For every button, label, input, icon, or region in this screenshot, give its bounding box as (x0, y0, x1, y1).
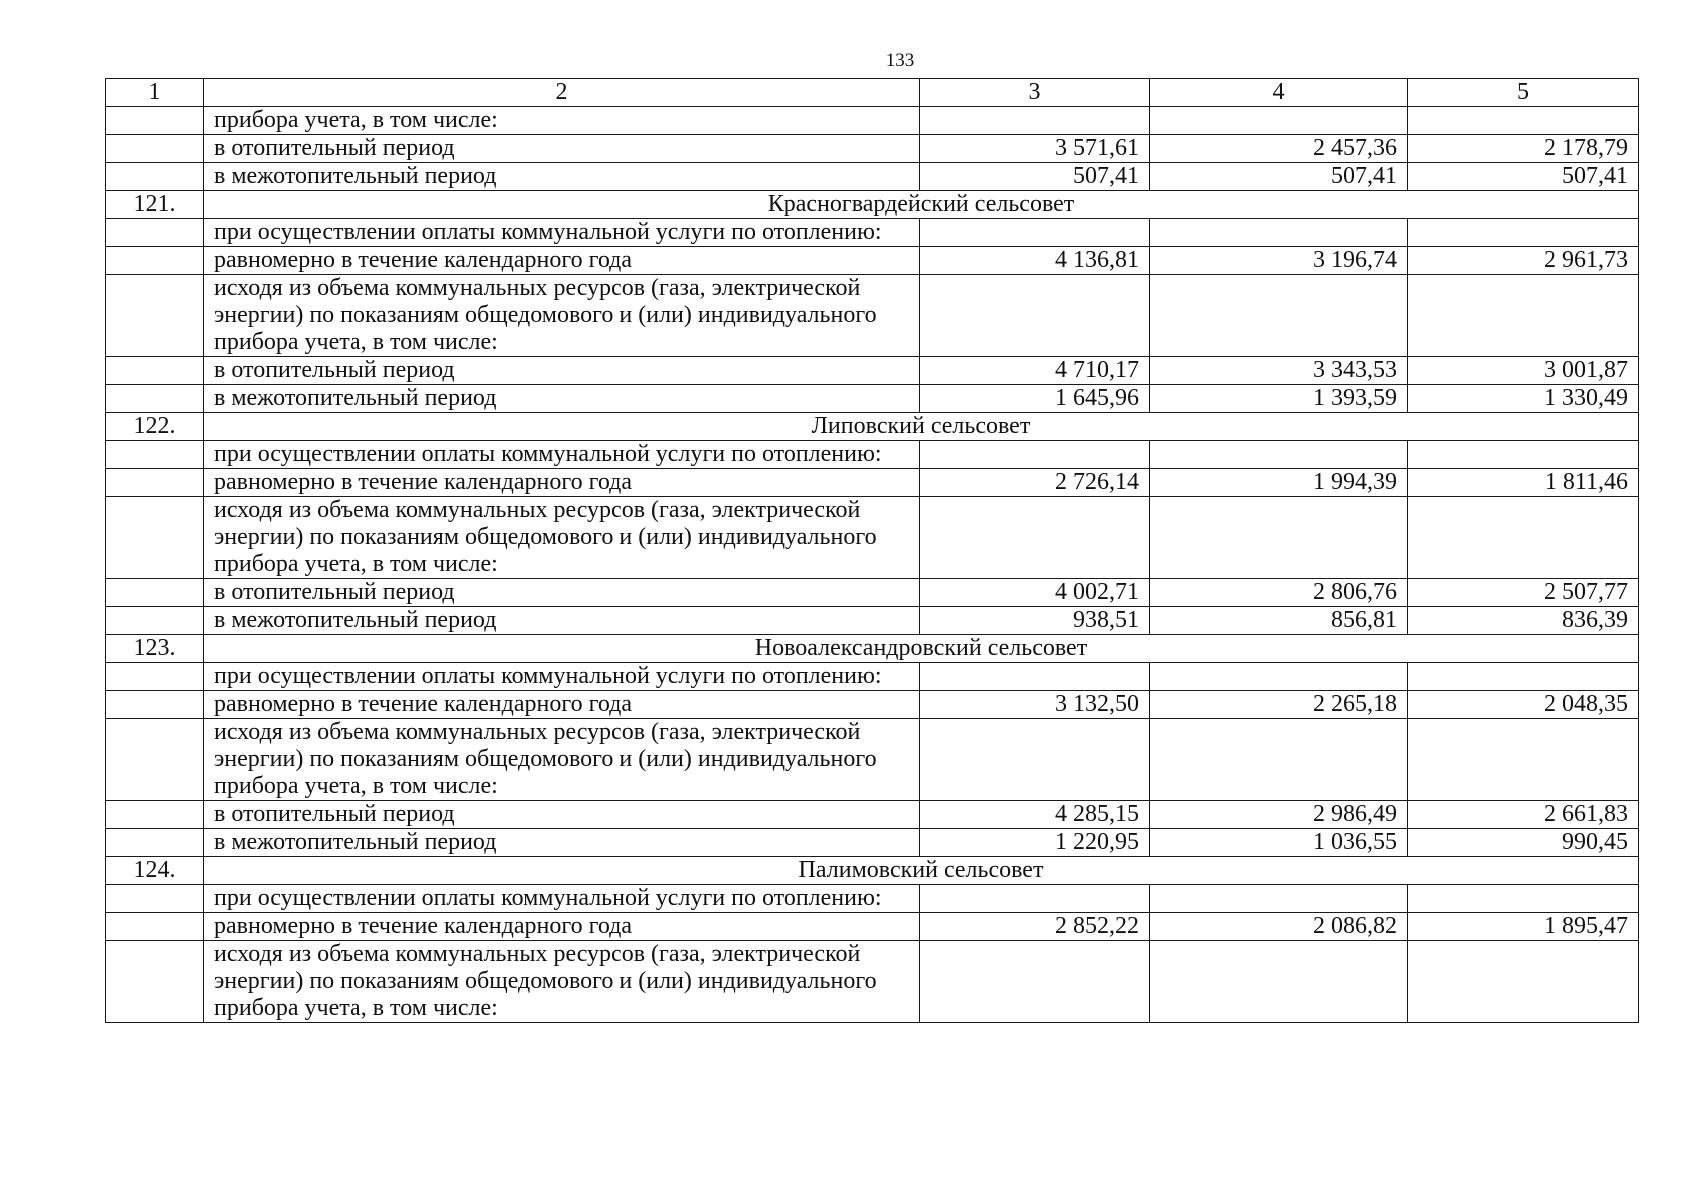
table-row (106, 385, 1639, 413)
row-number-cell (106, 275, 204, 357)
table-row (106, 469, 1639, 497)
value-cell-col4 (1150, 219, 1408, 247)
row-description: в отопительный период (204, 801, 920, 829)
row-description: равномерно в течение календарного года (204, 469, 920, 497)
row-description: при осуществлении оплаты коммунальной услуги по отоплению: (204, 663, 920, 691)
row-number-cell (106, 801, 204, 829)
table-row (106, 829, 1639, 857)
value-cell-col3: 1 645,96 (920, 385, 1150, 413)
table-row (106, 801, 1639, 829)
value-cell-col4: 2 086,82 (1150, 913, 1408, 941)
table-row (106, 219, 1639, 247)
table-row (106, 607, 1639, 635)
row-description: исходя из объема коммунальных ресурсов (газа, электрической энергии) по показаниям общедомового и (или) индивидуального прибора учета, в том числе: (204, 275, 920, 357)
value-cell-col3: 3 571,61 (920, 135, 1150, 163)
row-number-cell (106, 829, 204, 857)
section-header-row (106, 857, 1639, 885)
section-title: Красногвардейский сельсовет (204, 191, 1639, 219)
value-cell-col4 (1150, 885, 1408, 913)
value-cell-col4: 856,81 (1150, 607, 1408, 635)
value-cell-col3: 4 002,71 (920, 579, 1150, 607)
value-cell-col5: 1 895,47 (1408, 913, 1639, 941)
row-description: равномерно в течение календарного года (204, 247, 920, 275)
column-number-2: 2 (204, 79, 920, 107)
row-description: в межотопительный период (204, 829, 920, 857)
row-number-cell (106, 691, 204, 719)
value-cell-col4: 2 986,49 (1150, 801, 1408, 829)
value-cell-col3: 4 710,17 (920, 357, 1150, 385)
row-number-cell (106, 135, 204, 163)
value-cell-col4: 1 036,55 (1150, 829, 1408, 857)
value-cell-col3: 1 220,95 (920, 829, 1150, 857)
value-cell-col4: 2 457,36 (1150, 135, 1408, 163)
value-cell-col5: 1 330,49 (1408, 385, 1639, 413)
row-description: в отопительный период (204, 357, 920, 385)
value-cell-col3 (920, 885, 1150, 913)
table-row (106, 441, 1639, 469)
row-number-cell (106, 107, 204, 135)
value-cell-col5: 2 961,73 (1408, 247, 1639, 275)
value-cell-col5 (1408, 719, 1639, 801)
tariff-table (105, 78, 1639, 1023)
value-cell-col5: 836,39 (1408, 607, 1639, 635)
value-cell-col4 (1150, 941, 1408, 1023)
row-number-cell (106, 163, 204, 191)
value-cell-col3 (920, 663, 1150, 691)
row-number-cell (106, 941, 204, 1023)
row-description: при осуществлении оплаты коммунальной услуги по отоплению: (204, 441, 920, 469)
value-cell-col5 (1408, 497, 1639, 579)
column-number-4: 4 (1150, 79, 1408, 107)
table-row (106, 913, 1639, 941)
row-number-cell (106, 385, 204, 413)
column-number-3: 3 (920, 79, 1150, 107)
section-number: 122. (106, 413, 204, 441)
value-cell-col5 (1408, 219, 1639, 247)
row-description: при осуществлении оплаты коммунальной услуги по отоплению: (204, 885, 920, 913)
row-description: исходя из объема коммунальных ресурсов (газа, электрической энергии) по показаниям общедомового и (или) индивидуального прибора учета, в том числе: (204, 719, 920, 801)
row-description: в межотопительный период (204, 607, 920, 635)
table-body (106, 79, 1639, 1023)
value-cell-col5: 2 048,35 (1408, 691, 1639, 719)
table-row (106, 107, 1639, 135)
row-description: в межотопительный период (204, 163, 920, 191)
row-number-cell (106, 219, 204, 247)
row-number-cell (106, 247, 204, 275)
value-cell-col4 (1150, 719, 1408, 801)
row-number-cell (106, 913, 204, 941)
value-cell-col3: 938,51 (920, 607, 1150, 635)
value-cell-col5 (1408, 941, 1639, 1023)
table-row (106, 163, 1639, 191)
value-cell-col3 (920, 275, 1150, 357)
table-row (106, 275, 1639, 357)
value-cell-col4: 3 196,74 (1150, 247, 1408, 275)
row-description: прибора учета, в том числе: (204, 107, 920, 135)
row-description: исходя из объема коммунальных ресурсов (газа, электрической энергии) по показаниям общедомового и (или) индивидуального прибора учета, в том числе: (204, 497, 920, 579)
column-number-5: 5 (1408, 79, 1639, 107)
value-cell-col4 (1150, 107, 1408, 135)
section-title: Новоалександровский сельсовет (204, 635, 1639, 663)
row-number-cell (106, 357, 204, 385)
value-cell-col5 (1408, 441, 1639, 469)
value-cell-col5: 1 811,46 (1408, 469, 1639, 497)
table-row (106, 691, 1639, 719)
table-row (106, 357, 1639, 385)
table-row (106, 885, 1639, 913)
value-cell-col3 (920, 941, 1150, 1023)
row-number-cell (106, 441, 204, 469)
row-description: в отопительный период (204, 135, 920, 163)
value-cell-col3: 4 136,81 (920, 247, 1150, 275)
value-cell-col4 (1150, 275, 1408, 357)
table-row (106, 719, 1639, 801)
table-row (106, 579, 1639, 607)
value-cell-col3: 507,41 (920, 163, 1150, 191)
section-title: Липовский сельсовет (204, 413, 1639, 441)
section-number: 123. (106, 635, 204, 663)
table-row (106, 497, 1639, 579)
value-cell-col4: 2 806,76 (1150, 579, 1408, 607)
value-cell-col3 (920, 441, 1150, 469)
value-cell-col5 (1408, 885, 1639, 913)
value-cell-col3 (920, 219, 1150, 247)
section-header-row (106, 635, 1639, 663)
row-number-cell (106, 469, 204, 497)
row-number-cell (106, 607, 204, 635)
row-description: при осуществлении оплаты коммунальной услуги по отоплению: (204, 219, 920, 247)
row-description: в отопительный период (204, 579, 920, 607)
value-cell-col3: 4 285,15 (920, 801, 1150, 829)
row-description: равномерно в течение календарного года (204, 691, 920, 719)
value-cell-col5: 507,41 (1408, 163, 1639, 191)
column-number-1: 1 (106, 79, 204, 107)
value-cell-col3: 2 726,14 (920, 469, 1150, 497)
value-cell-col4 (1150, 663, 1408, 691)
page-number: 133 (885, 50, 915, 71)
row-description: исходя из объема коммунальных ресурсов (газа, электрической энергии) по показаниям общедомового и (или) индивидуального прибора учета, в том числе: (204, 941, 920, 1023)
row-description: равномерно в течение календарного года (204, 913, 920, 941)
value-cell-col4 (1150, 441, 1408, 469)
value-cell-col4: 1 393,59 (1150, 385, 1408, 413)
value-cell-col3: 2 852,22 (920, 913, 1150, 941)
section-header-row (106, 191, 1639, 219)
value-cell-col5 (1408, 107, 1639, 135)
table-row (106, 135, 1639, 163)
section-number: 124. (106, 857, 204, 885)
value-cell-col4: 507,41 (1150, 163, 1408, 191)
row-number-cell (106, 719, 204, 801)
row-number-cell (106, 663, 204, 691)
section-title: Палимовский сельсовет (204, 857, 1639, 885)
value-cell-col4 (1150, 497, 1408, 579)
value-cell-col5: 2 507,77 (1408, 579, 1639, 607)
table-row (106, 941, 1639, 1023)
table-row (106, 247, 1639, 275)
value-cell-col4: 1 994,39 (1150, 469, 1408, 497)
value-cell-col5: 3 001,87 (1408, 357, 1639, 385)
table-row (106, 663, 1639, 691)
value-cell-col3 (920, 107, 1150, 135)
value-cell-col5: 2 661,83 (1408, 801, 1639, 829)
value-cell-col5: 990,45 (1408, 829, 1639, 857)
section-number: 121. (106, 191, 204, 219)
value-cell-col5: 2 178,79 (1408, 135, 1639, 163)
value-cell-col3 (920, 719, 1150, 801)
row-description: в межотопительный период (204, 385, 920, 413)
row-number-cell (106, 885, 204, 913)
column-number-row (106, 79, 1639, 107)
row-number-cell (106, 497, 204, 579)
value-cell-col4: 2 265,18 (1150, 691, 1408, 719)
row-number-cell (106, 579, 204, 607)
value-cell-col5 (1408, 275, 1639, 357)
value-cell-col4: 3 343,53 (1150, 357, 1408, 385)
section-header-row (106, 413, 1639, 441)
value-cell-col5 (1408, 663, 1639, 691)
value-cell-col3: 3 132,50 (920, 691, 1150, 719)
value-cell-col3 (920, 497, 1150, 579)
